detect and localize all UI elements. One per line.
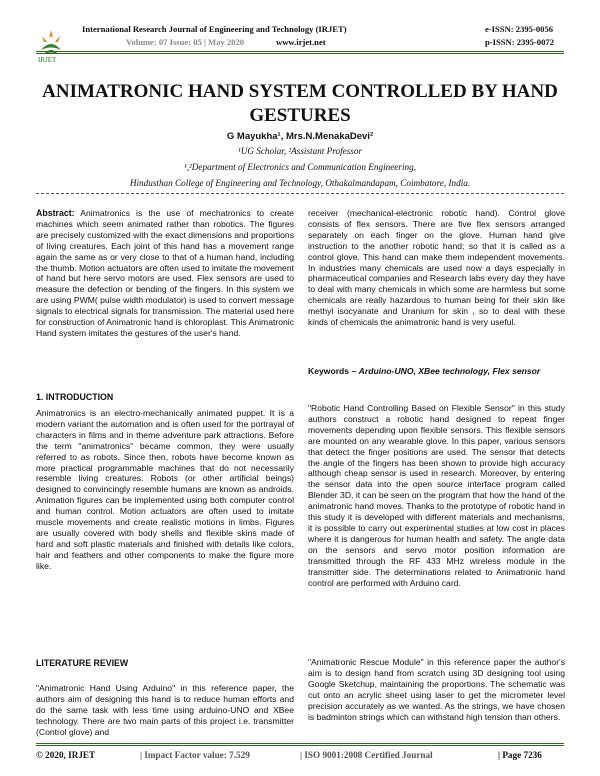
keywords-text: Arduino-UNO, XBee technology, Flex sensor [358,366,541,376]
right-p3-block [308,657,565,722]
lit-block [36,683,294,738]
p-issn: p-ISSN: 2395-0072 [485,37,554,47]
website-link[interactable]: www.irjet.net [276,37,326,47]
lit-heading-block [36,658,294,669]
literature-heading: LITERATURE REVIEW [36,658,129,668]
header-rule-2 [36,53,564,54]
header-rule [36,51,564,52]
abstract-text: Animatronics is the use of mechatronics to create machines which seem animated rather than robotics. The figures are precisely customized with the exact dimensions and proportions of living creatures. Each joint of this hand has a movement range again the same as or very close to that of a human hand, including the thumb. Motion actuators are often used to imitate the movement of hand but here servo motors are used. Flex sensors are used to measure the defection or bending of the fingers. In this system we are using PWM( pulse width modulator) is used to convert message signals to electrical signals for transmission. The material used here for construction of Animatronic hand is chloroplast. This Animatronic Hand system imitates the gestures of the user's hand. [36,208,294,338]
title-line-2: GESTURES [249,105,351,126]
journal-name: International Research Journal of Engineering and Technology (IRJET) [82,24,347,34]
affiliation-roles: ¹UG Scholar, ²Assistant Professor [237,146,363,156]
intro-heading: 1. INTRODUCTION [36,392,114,402]
rescue-module-paragraph: "Animatronic Rescue Module" in this reference paper the author's aim is to design hand from scratch using 3D designing tool using Google Sketchup, maintaining the proportions. The schematic was cut onto an acrylic sheet using laser to get the micrometer level precision accurately as we wanted. As the strings, we have chosen is badminton strings which can withstand high tension than others. [308,657,565,722]
right-p2-block [308,403,565,588]
footer-rule [36,743,564,744]
logo-text: IRJET [38,56,57,64]
literature-text: "Animatronic Hand Using Arduino" in this reference paper, the authors aim of designing this hand is to reduce human efforts and do the same task with less time using arduino-UNO and XBee technology. There are two main parts of this project i.e. transmitter (Control glove) and [36,683,294,737]
left-column [36,208,294,339]
footer-impact-factor: | Impact Factor value: 7.529 [140,750,250,760]
intro-block [36,408,294,572]
affiliation-college: Hindusthan College of Engineering and Technology, Othakalmandapam, Coimbatore, India. [129,178,471,188]
paper-title [40,80,560,128]
authors: G Mayukha¹, Mrs.N.MenakaDevi² [226,131,374,142]
footer-rule-2 [36,745,564,746]
abstract [36,208,294,339]
volume-issue: Volume: 07 Issue: 05 | May 2020 [126,37,245,47]
flex-sensor-paragraph: "Robotic Hand Controlling Based on Flexible Sensor" in this study authors construct a robotic hand designed to repeat finger movements depending upon flexible sensors. This flexible sensors are mounted on any wearable glove. In this paper, various sensors that detect the finger positions are used. The sensor that detects the angle of the fingers has been shown to provide high accuracy although cheap sensor is used in research. Moreover, by entering the sensor data into the open source interface program called Blender 3D, it can be seen on the program that how the hand of the animatronic hand moves. Thanks to the prototype of robotic hand in this study it is developed with different materials and mechanisms, it is possible to carry out experimental studies at low cost in places where it is dangerous for human health and safety. The angle data on the sensors and servo motor position information are transmitted through the RF 433 MHz wireless module in the transmitter side. The determinations related to Animatronic hand control are performed with Arduino card. [308,403,565,588]
footer-page-number: | Page 7236 [498,750,542,760]
footer-copyright: © 2020, IRJET [36,750,96,760]
intro-heading-block [36,392,294,403]
right-p1-block [308,208,565,328]
page-header [0,0,600,66]
e-issn: e-ISSN: 2395-0056 [485,24,554,34]
keywords-label: Keywords – [308,366,359,376]
receiver-paragraph: receiver (mechanical-electronic robotic hand). Control glove consists of flex sensors. There are five flex sensors arranged separately on each finger on the glove. Human hand give instruction to the another robotic hand; so that it is called as a control glove. This hand can make them independent movements. In industries many chemicals are used now a days especially in pharmaceutical companies and Research labs every day they have to deal with many chemicals in which some are harmless but some chemicals are really hazardous to human being for their skin like methyl isocyanate and Uranium for skin , so to deal with these kinds of chemicals the animatronic hand is very useful. [308,208,565,328]
abstract-label: Abstract: [36,208,75,218]
title-line-1: ANIMATRONIC HAND SYSTEM CONTROLLED BY HAND [42,81,558,102]
footer-iso: | ISO 9001:2008 Certified Journal [300,750,433,760]
title-separator [36,193,564,194]
affiliation-department: ¹,²Department of Electronics and Communication Engineering, [183,162,416,172]
keywords-block [308,366,565,377]
keywords [308,366,565,377]
intro-text: Animatronics is an electro-mechanically animated puppet. It is a modern variant the automation and is often used for the portrayal of characters in films and in theme adventure park attractions. Before the term "animatronics" became common, they were usually referred to as robots. Since then, robots have become known as more practical programmable machines that do not necessarily resemble living creatures. Robots (or other artificial beings) designed to convincingly resemble humans are known as androids. Animation figures can be implemented using both computer control and human control. Motion actuators are often used to imitate muscle movements and create realistic motions in limbs. Figures are usually covered with body shells and flexible skins made of hard and soft plastic materials and finished with details like colors, hair and feathers and other components to make the figure more like. [36,408,294,571]
